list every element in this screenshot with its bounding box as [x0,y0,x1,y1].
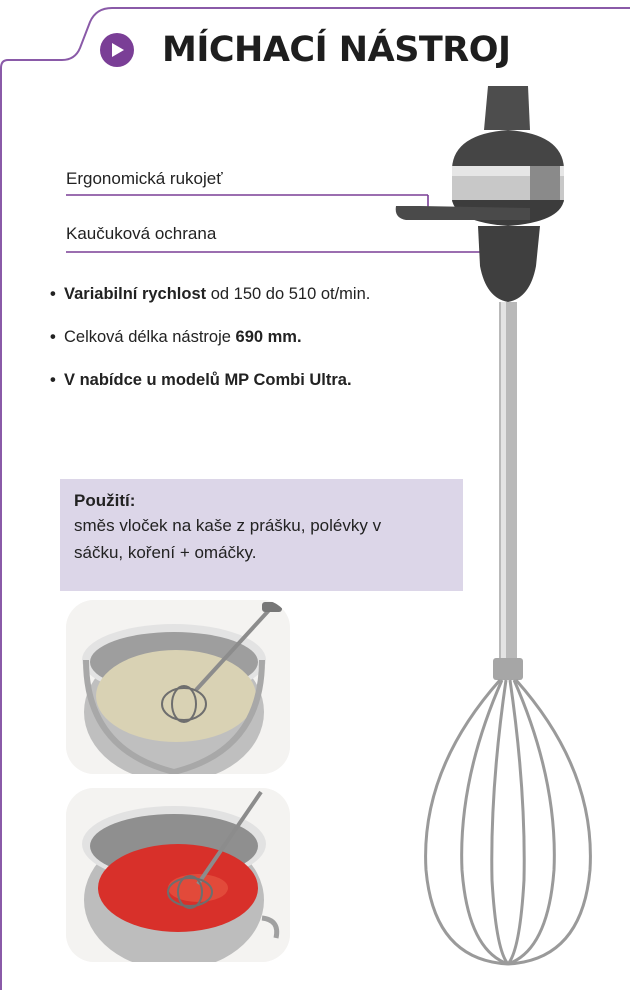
bullet-dot: • [50,371,56,389]
usage-line-2: sáčku, koření + omáčky. [74,543,257,562]
mixing-tool-image [380,70,620,980]
usage-line-1: směs vloček na kaše z prášku, polévky v [74,516,382,535]
feature-models [50,371,370,390]
feature-length-text: Celková délka nástroje [64,328,236,346]
feature-list [50,285,370,414]
callout-guard-label: Kaučuková ochrana [66,224,217,243]
feature-speed-bold: Variabilní rychlost [64,285,207,303]
callout-handle-label: Ergonomická rukojeť [66,169,223,188]
header [100,30,511,70]
feature-length [50,328,370,347]
bullet-dot: • [50,328,56,346]
feature-models-bold: V nabídce u modelů MP Combi Ultra. [64,371,352,389]
page-title: MÍCHACÍ NÁSTROJ [162,30,511,70]
play-triangle-icon [100,33,134,67]
feature-speed [50,285,370,304]
feature-length-bold: 690 mm. [235,328,302,346]
usage-label: Použití: [74,491,136,510]
pot-with-red-sauce-image [66,788,290,962]
pot-with-cream-image [66,600,290,774]
bullet-dot: • [50,285,56,303]
feature-speed-text: od 150 do 510 ot/min. [206,285,371,303]
